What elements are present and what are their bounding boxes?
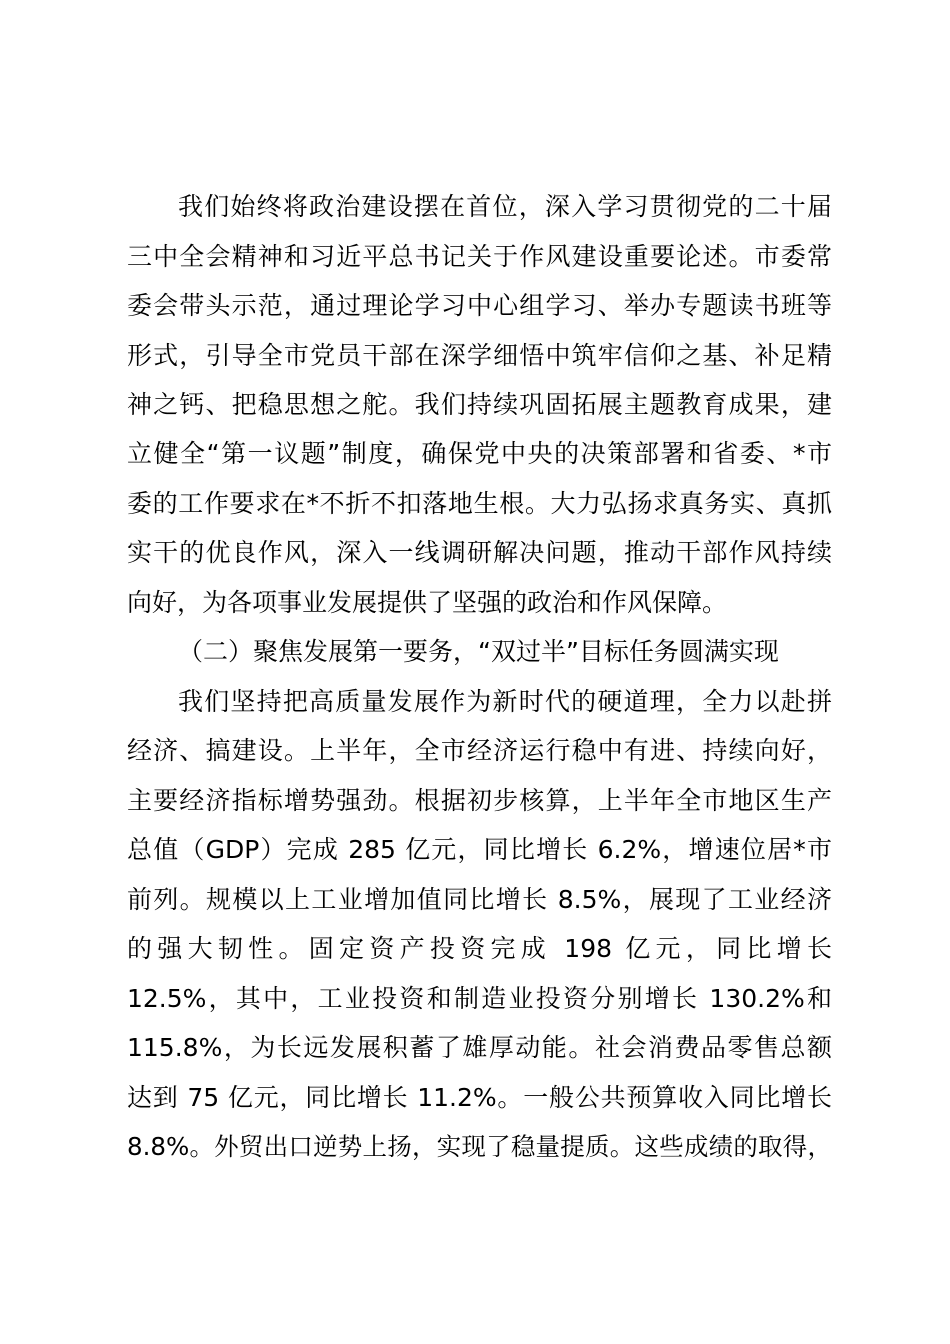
text-line: 实干的优良作风，深入一线调研解决问题，推动干部作风持续 [127,538,832,567]
text-line: 总值（GDP）完成 285 亿元，同比增长 6.2%，增速位居*市 [127,835,832,864]
text-line: 我们坚持把高质量发展作为新时代的硬道理，全力以赴拼 [178,687,832,716]
text-line: 的强大韧性。固定资产投资完成 198 亿元，同比增长 [127,934,832,963]
text-line: 前列。规模以上工业增加值同比增长 8.5%，展现了工业经济 [127,885,832,914]
text-line: 立健全“第一议题”制度，确保党中央的决策部署和省委、*市 [127,439,832,468]
text-line: 神之钙、把稳思想之舵。我们持续巩固拓展主题教育成果，建 [127,390,832,419]
text-line: 经济、搞建设。上半年，全市经济运行稳中有进、持续向好， [127,736,832,765]
text-line: 形式，引导全市党员干部在深学细悟中筑牢信仰之基、补足精 [127,341,832,370]
text-line: 8.8%。外贸出口逆势上扬，实现了稳量提质。这些成绩的取得， [127,1132,832,1161]
text-line: 115.8%，为长远发展积蓄了雄厚动能。社会消费品零售总额 [127,1033,832,1062]
text-line: 委的工作要求在*不折不扣落地生根。大力弘扬求真务实、真抓 [127,489,832,518]
text-line: 委会带头示范，通过理论学习中心组学习、举办专题读书班等 [127,291,832,320]
text-line: 三中全会精神和习近平总书记关于作风建设重要论述。市委常 [127,242,832,271]
text-line: 我们始终将政治建设摆在首位，深入学习贯彻党的二十届 [178,192,832,221]
text-line: 达到 75 亿元，同比增长 11.2%。一般公共预算收入同比增长 [127,1083,832,1112]
text-line: 向好，为各项事业发展提供了坚强的政治和作风保障。 [127,588,728,617]
text-line: 12.5%，其中，工业投资和制造业投资分别增长 130.2%和 [127,984,832,1013]
text-line: 主要经济指标增势强劲。根据初步核算，上半年全市地区生产 [127,786,832,815]
section-heading: （二）聚焦发展第一要务，“双过半”目标任务圆满实现 [178,637,779,666]
